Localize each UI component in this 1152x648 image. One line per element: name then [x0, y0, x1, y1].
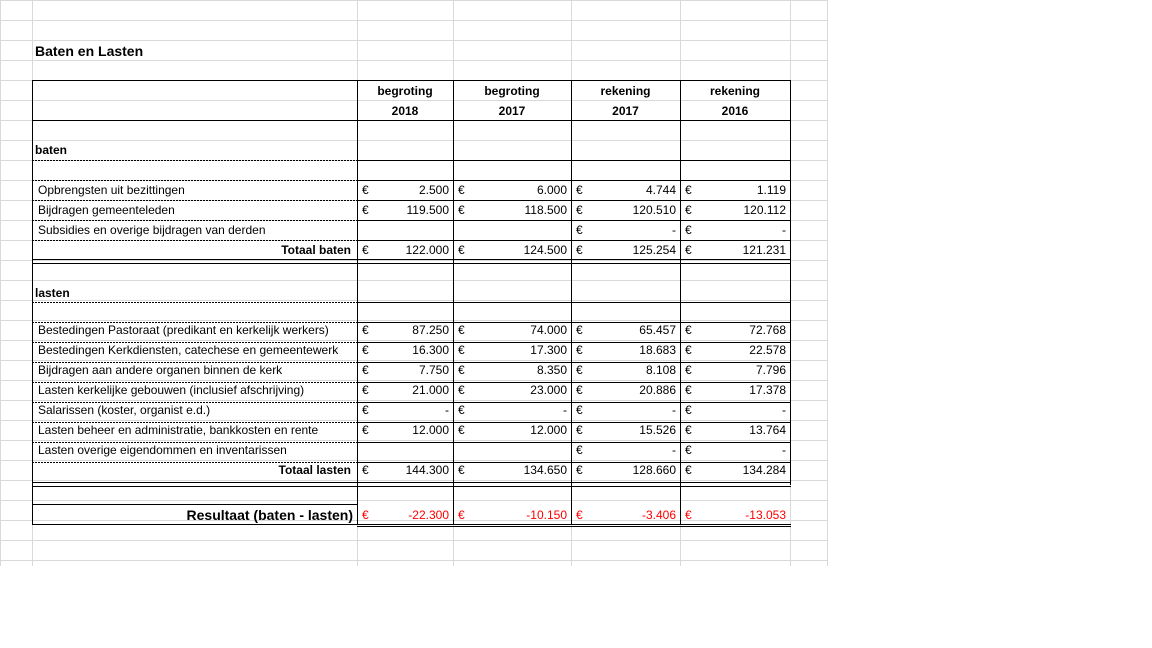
baten-row-currency: € — [362, 203, 369, 217]
lasten-row-currency: € — [685, 323, 692, 337]
baten-row-currency: € — [458, 203, 465, 217]
column-header-line2: 2018 — [391, 104, 419, 118]
result-value: -3.406 — [641, 508, 676, 522]
total-lasten-value: 134.284 — [742, 463, 786, 477]
lasten-row-currency: € — [458, 383, 465, 397]
lasten-row-value: 7.796 — [755, 363, 786, 377]
result-currency: € — [458, 508, 465, 522]
total-lasten-currency: € — [685, 463, 692, 477]
lasten-row-currency: € — [576, 343, 583, 357]
lasten-row-currency: € — [685, 403, 692, 417]
lasten-row-currency: € — [458, 343, 465, 357]
section-heading-baten: baten — [35, 143, 68, 157]
lasten-row-value: 23.000 — [530, 383, 567, 397]
lasten-row-currency: € — [458, 423, 465, 437]
row-label: Subsidies en overige bijdragen van derden — [38, 223, 266, 237]
lasten-row-currency: € — [458, 403, 465, 417]
lasten-row-currency: € — [362, 403, 369, 417]
column-header-line1: begroting — [377, 84, 433, 98]
lasten-row-currency: € — [685, 443, 692, 457]
row-label: Bijdragen aan andere organen binnen de kerk — [38, 363, 283, 377]
lasten-row-value: 65.457 — [639, 323, 676, 337]
sheet-title: Baten en Lasten — [35, 43, 144, 59]
baten-row-value: 119.500 — [406, 203, 449, 217]
result-currency: € — [576, 508, 583, 522]
baten-row-value: 2.500 — [418, 183, 449, 197]
row-label: Salarissen (koster, organist e.d.) — [38, 403, 211, 417]
total-baten-value: 122.000 — [405, 243, 449, 257]
lasten-row-value: 17.300 — [530, 343, 567, 357]
lasten-row-currency: € — [362, 363, 369, 377]
row-label: Bestedingen Kerkdiensten, catechese en gemeentewerk — [38, 343, 339, 357]
lasten-row-currency: € — [685, 363, 692, 377]
row-label: Bijdragen gemeenteleden — [38, 203, 175, 217]
row-label: Opbrengsten uit bezittingen — [38, 183, 185, 197]
baten-row-value: 1.119 — [756, 183, 786, 197]
baten-row-currency: € — [362, 183, 369, 197]
column-header-line1: rekening — [709, 84, 760, 98]
baten-row-value: - — [672, 223, 676, 237]
total-baten-value: 124.500 — [523, 243, 567, 257]
lasten-row-value: - — [672, 443, 676, 457]
lasten-row-value: 87.250 — [412, 323, 449, 337]
lasten-row-currency: € — [685, 343, 692, 357]
total-baten-currency: € — [458, 243, 465, 257]
lasten-row-value: 72.768 — [749, 323, 786, 337]
baten-row-value: 6.000 — [536, 183, 567, 197]
lasten-row-value: 12.000 — [412, 423, 449, 437]
result-value: -10.150 — [526, 508, 567, 522]
lasten-row-value: 8.350 — [536, 363, 567, 377]
total-baten-label: Totaal baten — [281, 243, 351, 257]
lasten-row-currency: € — [458, 363, 465, 377]
baten-row-currency: € — [576, 203, 583, 217]
total-baten-value: 125.254 — [632, 243, 676, 257]
total-lasten-label: Totaal lasten — [278, 463, 351, 477]
total-lasten-currency: € — [362, 463, 369, 477]
lasten-row-value: 22.578 — [749, 343, 786, 357]
lasten-row-value: 21.000 — [412, 383, 449, 397]
baten-row-value: 4.744 — [645, 183, 676, 197]
lasten-row-value: 13.764 — [749, 423, 786, 437]
lasten-row-value: 74.000 — [530, 323, 567, 337]
result-value: -22.300 — [408, 508, 449, 522]
baten-row-value: 120.112 — [743, 203, 786, 217]
lasten-row-currency: € — [685, 423, 692, 437]
lasten-row-currency: € — [362, 323, 369, 337]
lasten-row-value: - — [563, 403, 567, 417]
lasten-row-currency: € — [362, 343, 369, 357]
row-label: Lasten beheer en administratie, bankkosten en rente — [38, 423, 319, 437]
column-header-line2: 2017 — [498, 104, 526, 118]
lasten-row-value: 8.108 — [645, 363, 676, 377]
column-header-line1: begroting — [484, 84, 540, 98]
column-header-line2: 2017 — [612, 104, 639, 118]
baten-row-currency: € — [576, 223, 583, 237]
lasten-row-currency: € — [576, 403, 583, 417]
total-lasten-value: 134.650 — [523, 463, 567, 477]
lasten-row-value: 16.300 — [412, 343, 449, 357]
lasten-row-value: 7.750 — [418, 363, 449, 377]
lasten-row-value: - — [672, 403, 676, 417]
column-header-line2: 2016 — [721, 104, 749, 118]
lasten-row-currency: € — [576, 383, 583, 397]
total-baten-currency: € — [576, 243, 583, 257]
result-value: -13.053 — [745, 508, 786, 522]
lasten-row-value: 18.683 — [639, 343, 676, 357]
baten-row-currency: € — [685, 203, 692, 217]
total-lasten-value: 144.300 — [405, 463, 449, 477]
row-label: Lasten kerkelijke gebouwen (inclusief afschrijving) — [38, 383, 305, 397]
lasten-row-currency: € — [576, 443, 583, 457]
total-baten-currency: € — [362, 243, 369, 257]
lasten-row-value: 17.378 — [749, 383, 786, 397]
baten-row-value: 118.500 — [524, 203, 567, 217]
lasten-row-currency: € — [576, 423, 583, 437]
lasten-row-currency: € — [685, 383, 692, 397]
baten-row-currency: € — [685, 223, 692, 237]
lasten-row-value: 12.000 — [530, 423, 567, 437]
total-lasten-currency: € — [576, 463, 583, 477]
total-baten-value: 121.231 — [742, 243, 786, 257]
lasten-row-currency: € — [362, 383, 369, 397]
lasten-row-currency: € — [576, 363, 583, 377]
lasten-row-value: - — [445, 403, 449, 417]
lasten-row-value: - — [782, 403, 786, 417]
baten-row-currency: € — [685, 183, 692, 197]
baten-row-currency: € — [458, 183, 465, 197]
lasten-row-currency: € — [458, 323, 465, 337]
baten-row-value: 120.510 — [632, 203, 676, 217]
result-label: Resultaat (baten - lasten) — [186, 507, 353, 523]
baten-row-currency: € — [576, 183, 583, 197]
row-label: Bestedingen Pastoraat (predikant en kerkelijk werkers) — [38, 323, 329, 337]
baten-row-value: - — [782, 223, 786, 237]
lasten-row-currency: € — [576, 323, 583, 337]
section-heading-lasten: lasten — [35, 286, 70, 300]
total-lasten-currency: € — [458, 463, 465, 477]
lasten-row-value: - — [782, 443, 786, 457]
lasten-row-value: 15.526 — [639, 423, 676, 437]
column-header-line1: rekening — [600, 84, 651, 98]
total-lasten-value: 128.660 — [632, 463, 676, 477]
total-baten-currency: € — [685, 243, 692, 257]
row-label: Lasten overige eigendommen en inventarissen — [38, 443, 287, 457]
result-currency: € — [685, 508, 692, 522]
result-currency: € — [362, 508, 369, 522]
lasten-row-currency: € — [362, 423, 369, 437]
lasten-row-value: 20.886 — [639, 383, 676, 397]
